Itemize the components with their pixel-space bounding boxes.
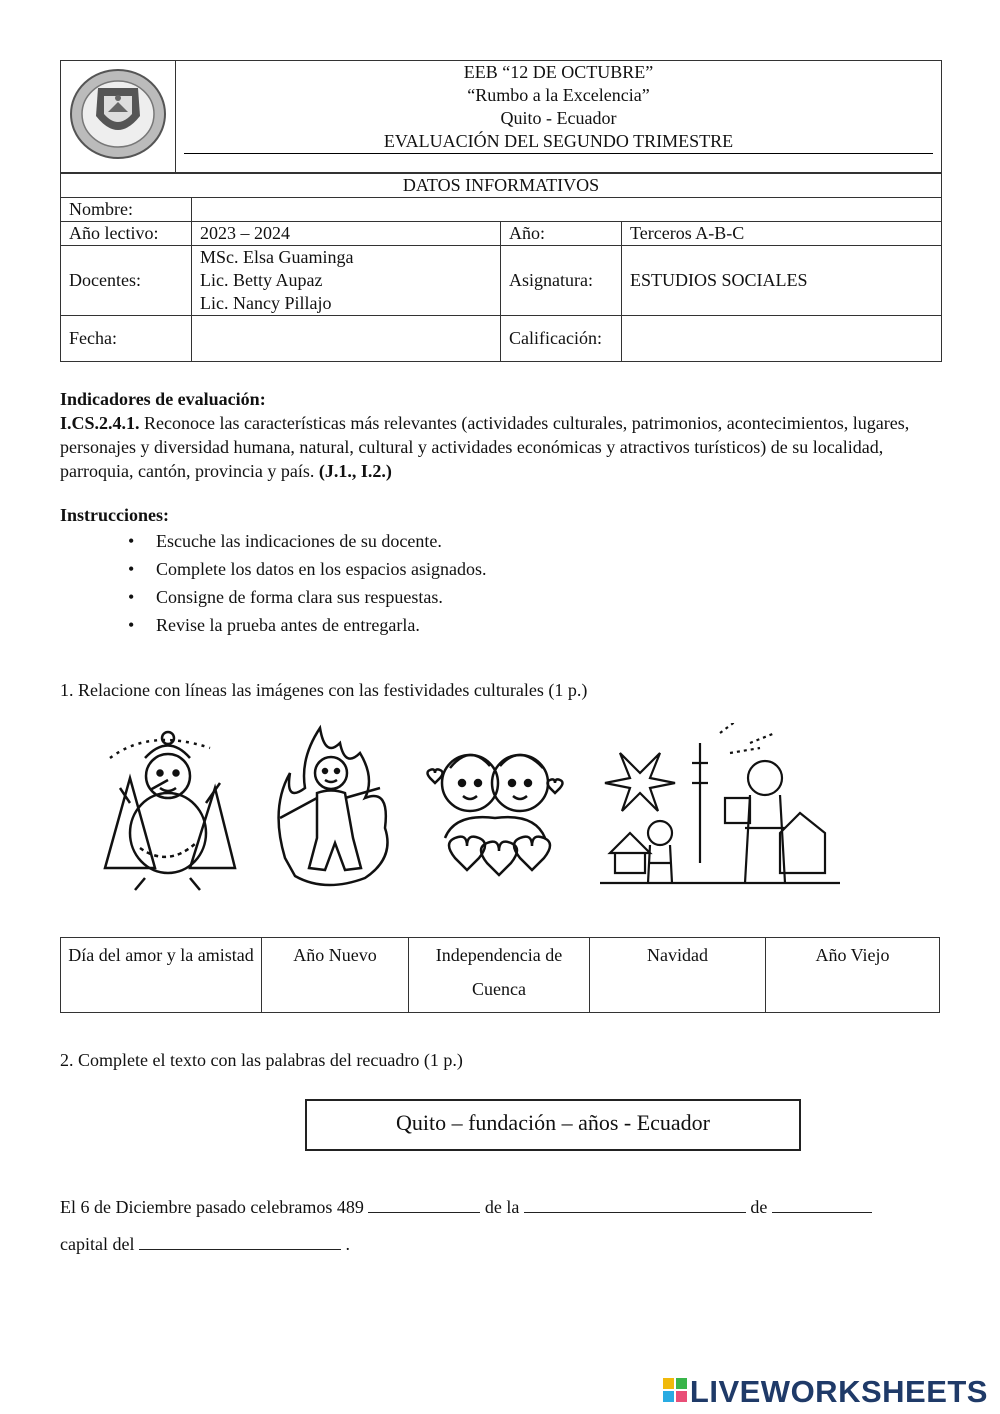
indicator-refs: (J.1., I.2.) [318, 461, 392, 481]
school-name: EEB “12 DE OCTUBRE” [463, 62, 654, 82]
docentes-list [192, 246, 501, 316]
answer-blank[interactable] [524, 1194, 746, 1213]
instruction-item: • Consigne de forma clara sus respuestas. [156, 583, 942, 611]
snowman-christmas-image[interactable] [90, 718, 240, 893]
school-logo-icon [68, 66, 168, 162]
calificacion-label: Calificación: [501, 316, 622, 362]
exam-title: EVALUACIÓN DEL SEGUNDO TRIMESTRE [184, 130, 933, 154]
header-table [60, 60, 942, 173]
school-motto: “Rumbo a la Excelencia” [467, 85, 650, 105]
ano-lectivo-label: Año lectivo: [61, 222, 192, 246]
word-bank-box: Quito – fundación – años - Ecuador [305, 1099, 801, 1151]
q1-prompt: 1. Relacione con líneas las imágenes con las festividades culturales (1 p.) [60, 680, 588, 700]
indicators-title: Indicadores de evaluación: [60, 389, 266, 409]
asignatura-label: Asignatura: [501, 246, 622, 316]
indicators-body [60, 411, 942, 483]
q2-text: de [750, 1197, 768, 1217]
nombre-label: Nombre: [61, 198, 192, 222]
q2-text: . [345, 1234, 350, 1254]
answer-blank[interactable] [772, 1194, 872, 1213]
answer-blank[interactable] [139, 1231, 341, 1250]
festivity-option[interactable]: Año Nuevo [262, 938, 409, 1013]
docente-name: MSc. Elsa Guaminga [200, 247, 354, 267]
q2-text: de la [484, 1197, 520, 1217]
instruction-item: • Escuche las indicaciones de su docente. [156, 527, 942, 555]
school-logo-cell [61, 61, 176, 173]
indicator-code: I.CS.2.4.1. [60, 413, 140, 433]
brand-logo-icon [663, 1374, 687, 1410]
liveworksheets-brand [663, 1372, 988, 1410]
q2-text: capital del [60, 1234, 135, 1254]
burning-doll-image[interactable] [265, 718, 400, 893]
q2-text: El 6 de Diciembre pasado celebramos 489 [60, 1197, 364, 1217]
indicators-section [60, 387, 942, 483]
school-city: Quito - Ecuador [500, 108, 617, 128]
fecha-field[interactable] [192, 316, 501, 362]
instruction-item: • Complete los datos en los espacios asignados. [156, 555, 942, 583]
q2-sentence-line-2 [60, 1231, 942, 1257]
indicator-text: Reconoce las características más relevantes (actividades culturales, patrimonios, acontecimientos, lugares, personajes y diversidad humana, natural, cultural y actividades económicas y atractivos turísticos) de su localidad, parroquia, cantón, provincia y país. [60, 413, 910, 481]
docente-name: Lic. Nancy Pillajo [200, 293, 332, 313]
festivity-option[interactable]: Año Viejo [766, 938, 940, 1013]
calificacion-field[interactable] [622, 316, 942, 362]
children-hearts-image[interactable] [425, 738, 565, 893]
docente-name: Lic. Betty Aupaz [200, 270, 323, 290]
q2-sentence-line-1 [60, 1194, 942, 1220]
info-table [60, 173, 942, 362]
info-section-title: DATOS INFORMATIVOS [61, 174, 942, 198]
instructions-section [60, 503, 942, 639]
nombre-field[interactable] [192, 198, 942, 222]
instructions-list [60, 527, 942, 639]
instruction-item: • Revise la prueba antes de entregarla. [156, 611, 942, 639]
ano-label: Año: [501, 222, 622, 246]
fireworks-family-image[interactable] [600, 723, 840, 893]
festivities-table [60, 937, 940, 1013]
fecha-label: Fecha: [61, 316, 192, 362]
festivity-option[interactable]: Navidad [590, 938, 766, 1013]
festivity-option[interactable]: Independencia de Cuenca [409, 938, 590, 1013]
answer-blank[interactable] [368, 1194, 480, 1213]
docentes-label: Docentes: [61, 246, 192, 316]
instructions-title: Instrucciones: [60, 505, 169, 525]
ano-lectivo-value: 2023 – 2024 [192, 222, 501, 246]
festivity-images [90, 718, 850, 898]
asignatura-value: ESTUDIOS SOCIALES [622, 246, 942, 316]
festivity-option[interactable]: Día del amor y la amistad [61, 938, 262, 1013]
ano-value: Terceros A-B-C [622, 222, 942, 246]
q2-prompt: 2. Complete el texto con las palabras del recuadro (1 p.) [60, 1050, 463, 1070]
brand-text: LIVEWORKSHEETS [689, 1373, 988, 1409]
